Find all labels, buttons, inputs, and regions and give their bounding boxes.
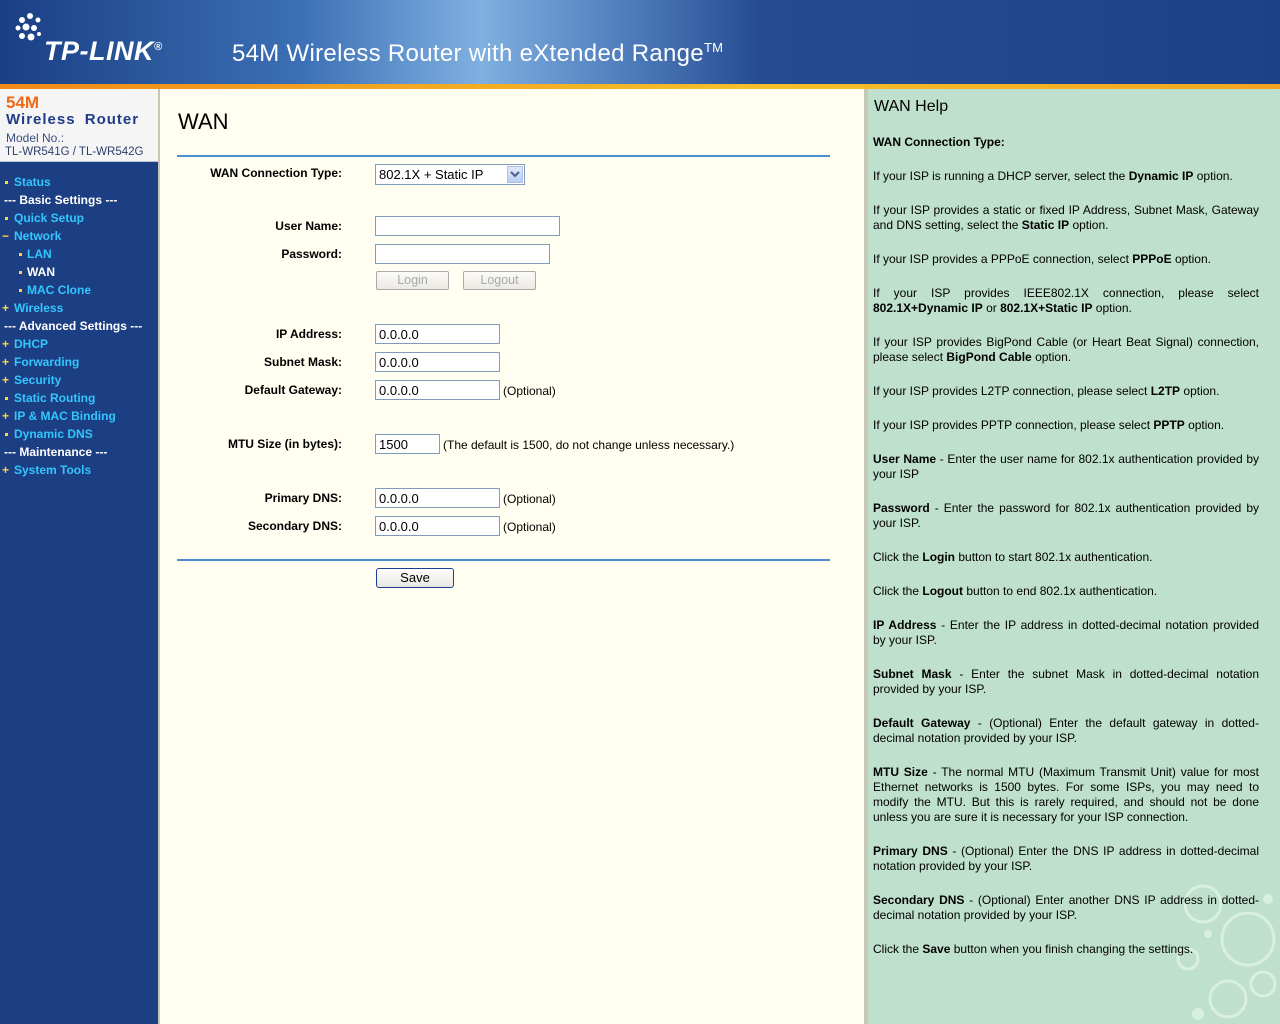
help-paragraph: If your ISP provides a PPPoE connection, select PPPoE option. <box>873 252 1211 266</box>
conn-type-value: 802.1X + Static IP <box>379 167 484 182</box>
mtu-note: (The default is 1500, do not change unless necessary.) <box>443 438 735 452</box>
conn-type-label: WAN Connection Type: <box>210 166 342 180</box>
bullet-icon <box>5 433 8 436</box>
header-banner <box>0 0 1280 88</box>
help-paragraph: IP Address - Enter the IP address in dotted-decimal notation provided by your ISP. <box>873 618 1259 647</box>
sidebar-item-status[interactable]: Status <box>0 173 158 191</box>
help-paragraph: MTU Size - The normal MTU (Maximum Transmit Unit) value for most Ethernet networks is 1500 bytes. For some ISPs, you may need to modify the MTU. But this is rarely required, and should not be done unless you are sure it is necessary for your ISP connection. <box>873 765 1259 824</box>
help-paragraph: Click the Login button to start 802.1x authentication. <box>873 550 1153 564</box>
bullet-icon <box>19 271 22 274</box>
help-panel <box>868 89 1280 1024</box>
help-paragraph: Secondary DNS - (Optional) Enter another DNS IP address in dotted-decimal notation provided by your ISP. <box>873 893 1259 922</box>
dns2-note: (Optional) <box>503 520 556 534</box>
sidebar-item-dhcp[interactable]: + DHCP <box>2 337 49 351</box>
tp-link-logo-icon <box>12 10 48 46</box>
username-input[interactable] <box>375 216 560 236</box>
model-names: TL-WR541G / TL-WR542G <box>5 146 144 158</box>
dns1-label: Primary DNS: <box>264 491 342 505</box>
help-paragraph: If your ISP provides IEEE802.1X connection, please select 802.1X+Dynamic IP or 802.1X+Static IP option. <box>873 286 1259 315</box>
gateway-input[interactable] <box>375 380 500 400</box>
sidebar-item-wireless[interactable]: + Wireless <box>2 301 64 315</box>
bullet-icon <box>19 253 22 256</box>
ip-label: IP Address: <box>275 327 342 341</box>
top-divider <box>177 155 830 157</box>
sidebar-item-dynamic-dns[interactable]: Dynamic DNS <box>0 425 158 443</box>
save-button[interactable]: Save <box>376 568 454 588</box>
sidebar-section-advanced: --- Advanced Settings --- <box>4 319 143 333</box>
dns2-label: Secondary DNS: <box>247 519 342 533</box>
sidebar-item-lan[interactable]: LAN <box>0 245 158 263</box>
ip-input[interactable] <box>375 324 500 344</box>
help-paragraph: Default Gateway - (Optional) Enter the default gateway in dotted-decimal notation provided by your ISP. <box>873 716 1259 745</box>
conn-type-select[interactable] <box>375 164 525 185</box>
sidebar-item-quick-setup[interactable]: Quick Setup <box>0 209 158 227</box>
sidebar-item-mac-clone[interactable]: MAC Clone <box>0 281 158 299</box>
sidebar-item-static-routing[interactable]: Static Routing <box>0 389 158 407</box>
expand-icon: + <box>2 463 10 477</box>
password-label: Password: <box>281 247 342 261</box>
expand-icon: + <box>2 373 10 387</box>
help-paragraph: Primary DNS - (Optional) Enter the DNS IP address in dotted-decimal notation provided by your ISP. <box>873 844 1259 873</box>
wan-form-panel <box>160 89 864 1024</box>
help-paragraph: Click the Logout button to end 802.1x authentication. <box>873 584 1158 598</box>
help-paragraph: If your ISP is running a DHCP server, select the Dynamic IP option. <box>873 169 1233 183</box>
model-speed: 54M <box>6 93 40 112</box>
mask-input[interactable] <box>375 352 500 372</box>
username-label: User Name: <box>275 219 342 233</box>
collapse-icon: − <box>2 229 10 243</box>
dns1-note: (Optional) <box>503 492 556 506</box>
help-paragraph: Password - Enter the password for 802.1x authentication provided by your ISP. <box>873 501 1259 530</box>
help-paragraph: Subnet Mask - Enter the subnet Mask in dotted-decimal notation provided by your ISP. <box>873 667 1259 696</box>
help-paragraph: If your ISP provides a static or fixed IP Address, Subnet Mask, Gateway and DNS setting, select the Static IP option. <box>873 203 1259 232</box>
mask-label: Subnet Mask: <box>263 355 342 369</box>
login-button[interactable]: Login <box>376 271 449 290</box>
expand-icon: + <box>2 409 10 423</box>
mtu-input[interactable] <box>375 434 440 454</box>
sidebar-section-basic: --- Basic Settings --- <box>4 193 118 207</box>
help-paragraph: WAN Connection Type: <box>873 135 1005 149</box>
sidebar-item-system-tools[interactable]: + System Tools <box>2 463 92 477</box>
help-body <box>873 135 1259 976</box>
expand-icon: + <box>2 355 10 369</box>
sidebar-item-security[interactable]: + Security <box>2 373 62 387</box>
help-paragraph: If your ISP provides L2TP connection, please select L2TP option. <box>873 384 1220 398</box>
help-paragraph: If your ISP provides BigPond Cable (or Heart Beat Signal) connection, please select BigPond Cable option. <box>873 335 1259 364</box>
left-menu-panel <box>0 89 158 1024</box>
dns2-input[interactable] <box>375 516 500 536</box>
help-title: WAN Help <box>874 98 949 115</box>
bottom-divider <box>177 559 830 561</box>
help-paragraph: If your ISP provides PPTP connection, please select PPTP option. <box>873 418 1225 432</box>
sidebar-item-forwarding[interactable]: + Forwarding <box>2 355 80 369</box>
gateway-note: (Optional) <box>503 384 556 398</box>
mtu-label: MTU Size (in bytes): <box>227 437 342 451</box>
bullet-icon <box>5 217 8 220</box>
model-type: Wireless Router <box>6 111 140 128</box>
bullet-icon <box>5 181 8 184</box>
page-title: WAN <box>178 109 229 134</box>
password-input[interactable] <box>375 244 550 264</box>
sidebar-section-maintenance: --- Maintenance --- <box>4 445 108 459</box>
dns1-input[interactable] <box>375 488 500 508</box>
expand-icon: + <box>2 337 10 351</box>
bullet-icon <box>5 397 8 400</box>
brand-name: TP-LINK® <box>44 36 163 66</box>
help-paragraph: User Name - Enter the user name for 802.1x authentication provided by your ISP <box>873 452 1259 481</box>
expand-icon: + <box>2 301 10 315</box>
sidebar-item-wan[interactable]: WAN <box>0 263 158 281</box>
model-no-label: Model No.: <box>6 131 65 145</box>
sidebar-menu <box>0 173 158 479</box>
sidebar-item-ip-mac-binding[interactable]: + IP & MAC Binding <box>2 409 116 423</box>
gateway-label: Default Gateway: <box>244 383 342 397</box>
logout-button[interactable]: Logout <box>463 271 536 290</box>
product-title: 54M Wireless Router with eXtended Range™ <box>232 40 724 67</box>
sidebar-item-network[interactable]: − Network <box>2 229 62 243</box>
help-paragraph: Click the Save button when you finish changing the settings. <box>873 942 1194 956</box>
bullet-icon <box>19 289 22 292</box>
dropdown-arrow-icon[interactable] <box>507 166 523 183</box>
model-box <box>0 89 158 162</box>
